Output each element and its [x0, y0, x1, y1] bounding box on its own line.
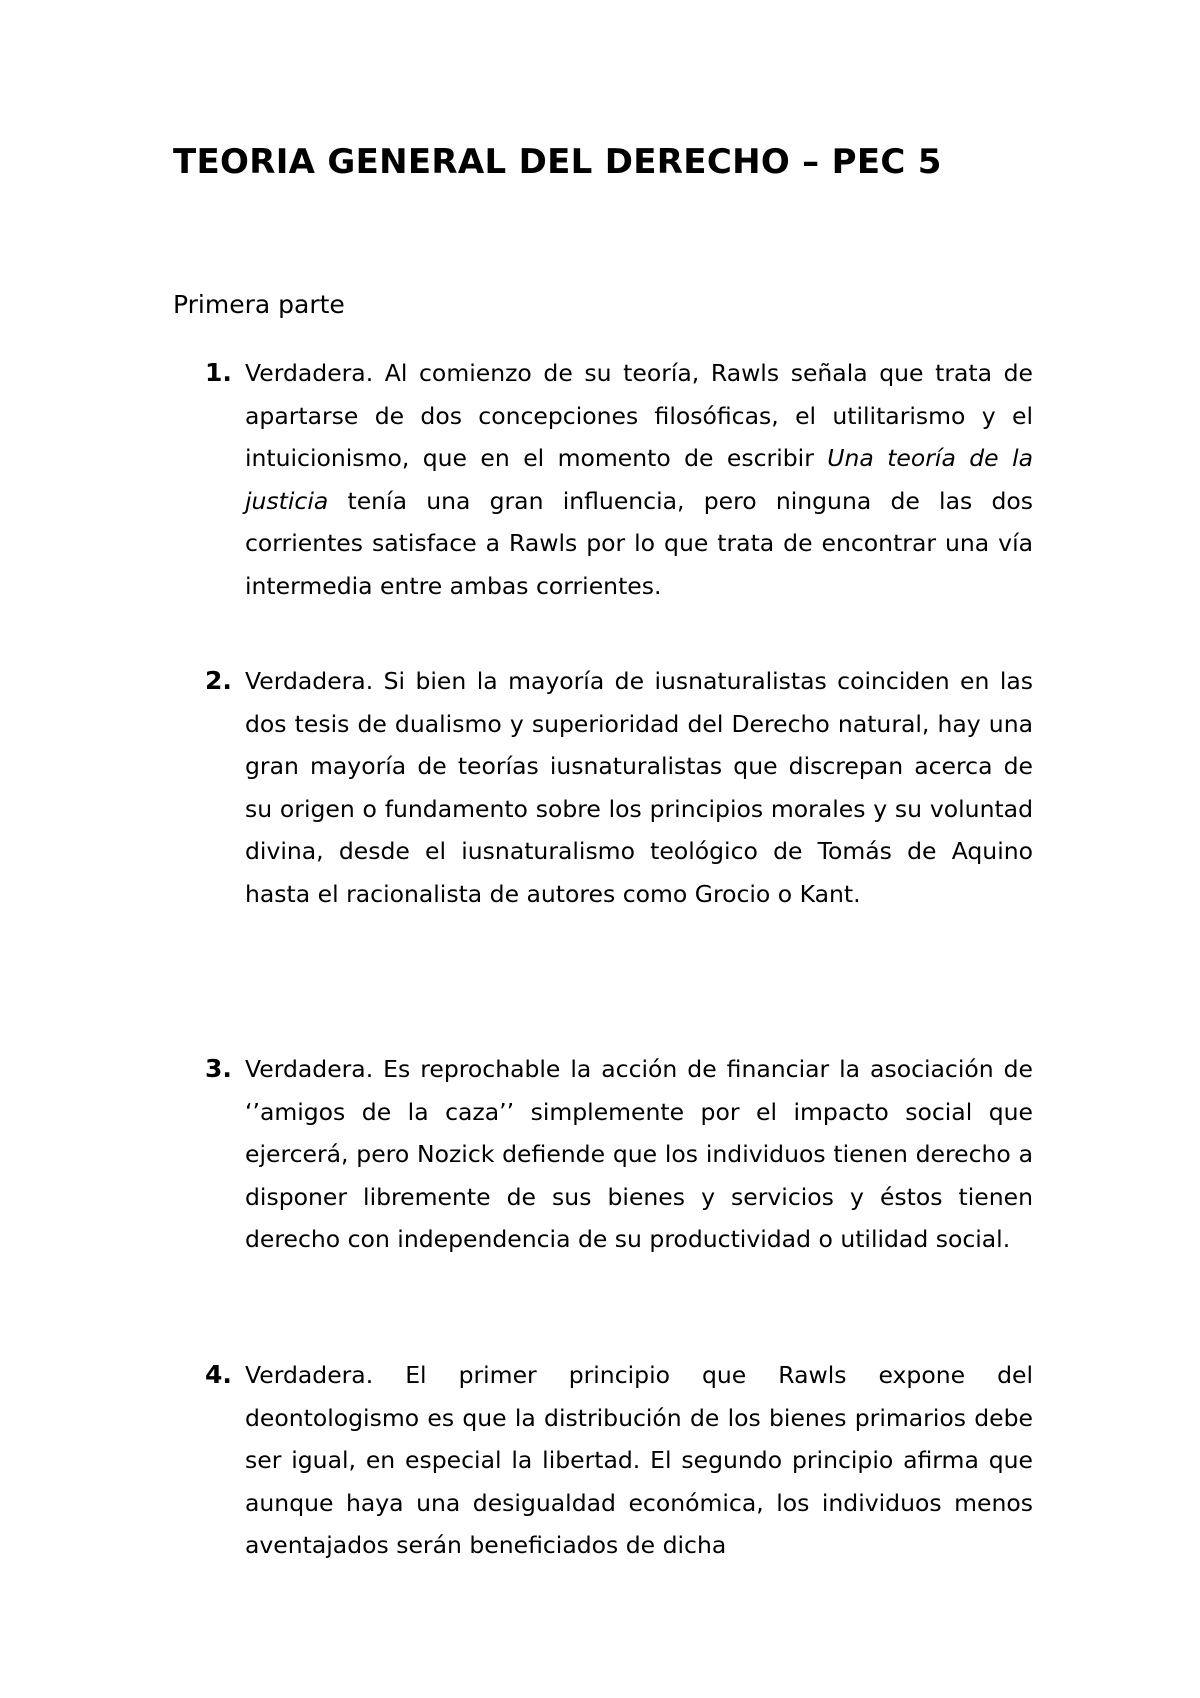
list-item-text-part: tenía una gran influencia, pero ninguna de las dos corrientes satisface a Rawls por lo que trata de encontrar una vía intermedia entre ambas corrientes. — [245, 486, 1033, 600]
list-item-text: Verdadera. Es reprochable la acción de financiar la asociación de ‘’amigos de la caza’’ simplemente por el impacto social que ejercerá, pero Nozick defiende que los individuos tienen derecho a disponer libremente de sus bienes y servicios y éstos tienen derecho con independencia de su productividad o utilidad social. — [245, 1055, 1033, 1253]
list-item-text — [245, 352, 1033, 607]
document-title: TEORIA GENERAL DEL DERECHO – PEC 5 — [173, 142, 942, 182]
list-item — [173, 1354, 1033, 1567]
list-item — [173, 352, 1033, 607]
list-item-text: Verdadera. Si bien la mayoría de iusnaturalistas coinciden en las dos tesis de dualismo y superioridad del Derecho natural, hay una gran mayoría de teorías iusnaturalistas que discrepan acerca de su origen o fundamento sobre los principios morales y su voluntad divina, desde el iusnaturalismo teológico de Tomás de Aquino hasta el racionalista de autores como Grocio o Kant. — [245, 667, 1033, 908]
book-title: Una teoría de la justicia — [245, 444, 1033, 515]
list-item — [173, 660, 1033, 915]
list-item-number: 1. — [205, 358, 232, 387]
section-heading: Primera parte — [173, 290, 345, 319]
list-item-number: 4. — [205, 1360, 232, 1389]
list-item-text-part: Verdadera. Al comienzo de su teoría, Rawls señala que trata de apartarse de dos concepciones filosóficas, el utilitarismo y el intuicionismo, que en el momento de escribir — [245, 359, 1033, 472]
list-item — [173, 1048, 1033, 1261]
list-item-text: Verdadera. El primer principio que Rawls expone del deontologismo es que la distribución de los bienes primarios debe ser igual, en especial la libertad. El segundo principio afirma que aunque haya una desigualdad económica, los individuos menos aventajados serán beneficiados de dicha — [245, 1361, 1033, 1559]
list-item-number: 2. — [205, 666, 232, 695]
list-item-number: 3. — [205, 1054, 232, 1083]
